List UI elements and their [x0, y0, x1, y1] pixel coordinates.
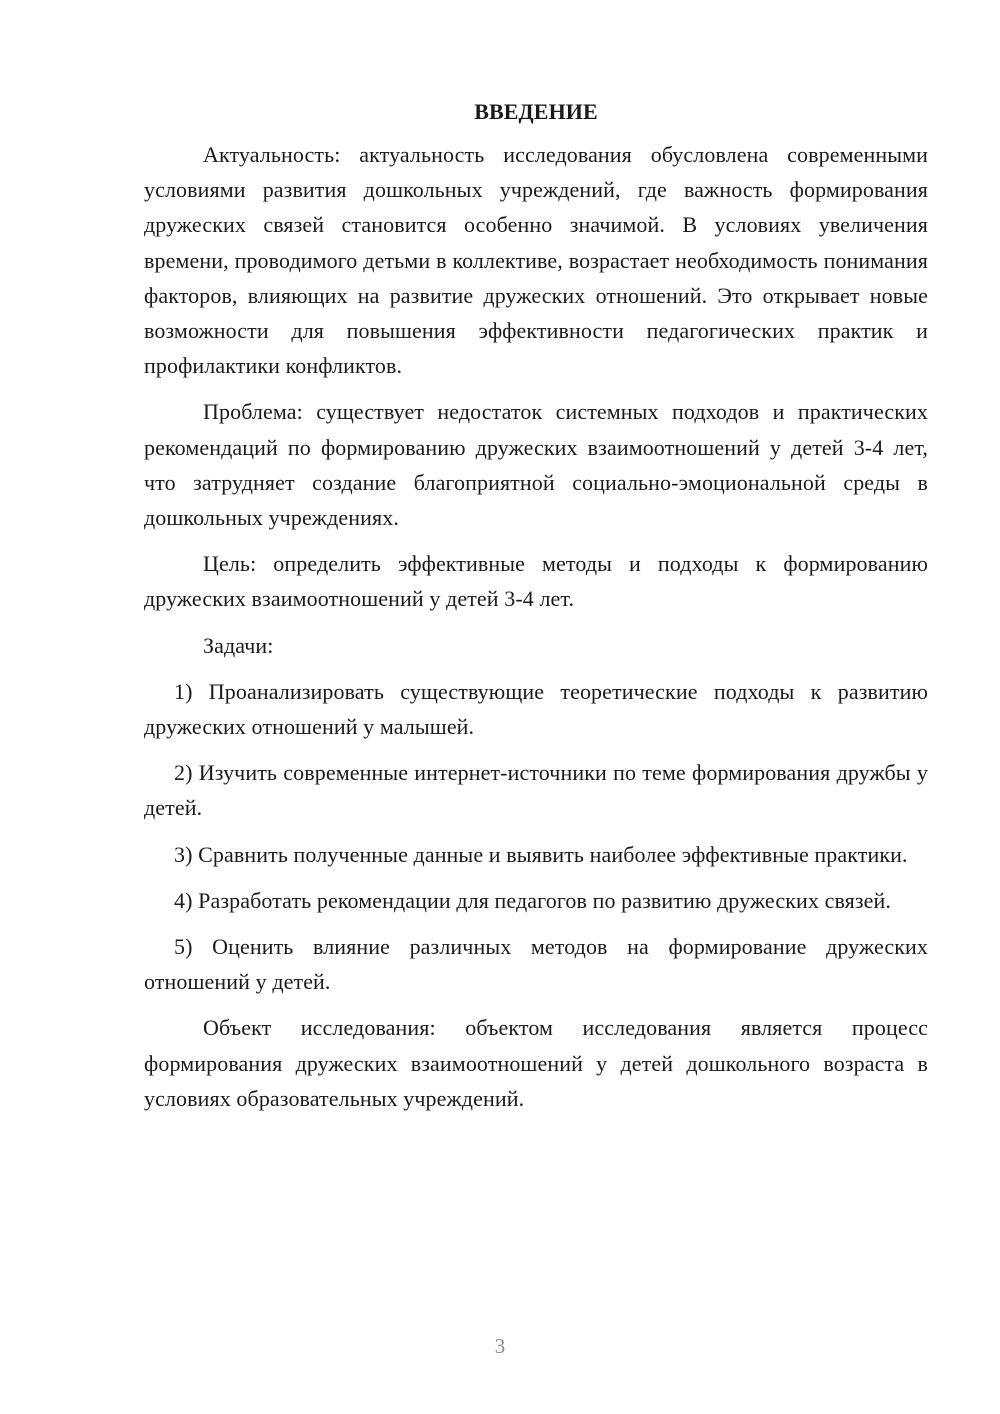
task-item-3: 3) Сравнить полученные данные и выявить наиболее эффективные практики. — [174, 841, 908, 867]
tasks-heading: Задачи: — [203, 632, 274, 658]
task-item-4: 4) Разработать рекомендации для педагогов по развитию дружеских связей. — [174, 887, 891, 913]
page-number: 3 — [494, 1334, 506, 1358]
goal-paragraph: Цель: определить эффективные методы и подходы к формированию дружеских взаимоотношений у детей 3-4 лет. — [144, 551, 928, 612]
task-item-5: 5) Оценить влияние различных методов на формирование дружеских отношений у детей. — [144, 934, 928, 995]
task-item-1: 1) Проанализировать существующие теоретические подходы к развитию дружеских отношений у малышей. — [144, 678, 928, 740]
object-paragraph: Объект исследования: объектом исследования является процесс формирования дружеских взаимоотношений у детей дошкольного возраста в условиях образовательных учреждений. — [144, 1015, 928, 1111]
task-item-2: 2) Изучить современные интернет-источники по теме формирования дружбы у детей. — [144, 760, 928, 821]
page-content — [144, 94, 928, 1116]
section-title: ВВЕДЕНИЕ — [474, 99, 598, 124]
relevance-paragraph: Актуальность: актуальность исследования обусловлена современными условиями развития дошкольных учреждений, где важность формирования дружеских связей становится особенно значимой. В условиях увеличения времени, проводимого детьми в коллективе, возрастает необходимость понимания факторов, влияющих на развитие дружеских отношений. Это открывает новые возможности для повышения эффективности педагогических практик и профилактики конфликтов. — [144, 142, 928, 379]
problem-paragraph: Проблема: существует недостаток системных подходов и практических рекомендаций по формированию дружеских взаимоотношений у детей 3-4 лет, что затрудняет создание благоприятной социально-эмоциональной среды в дошкольных учреждениях. — [144, 399, 928, 531]
